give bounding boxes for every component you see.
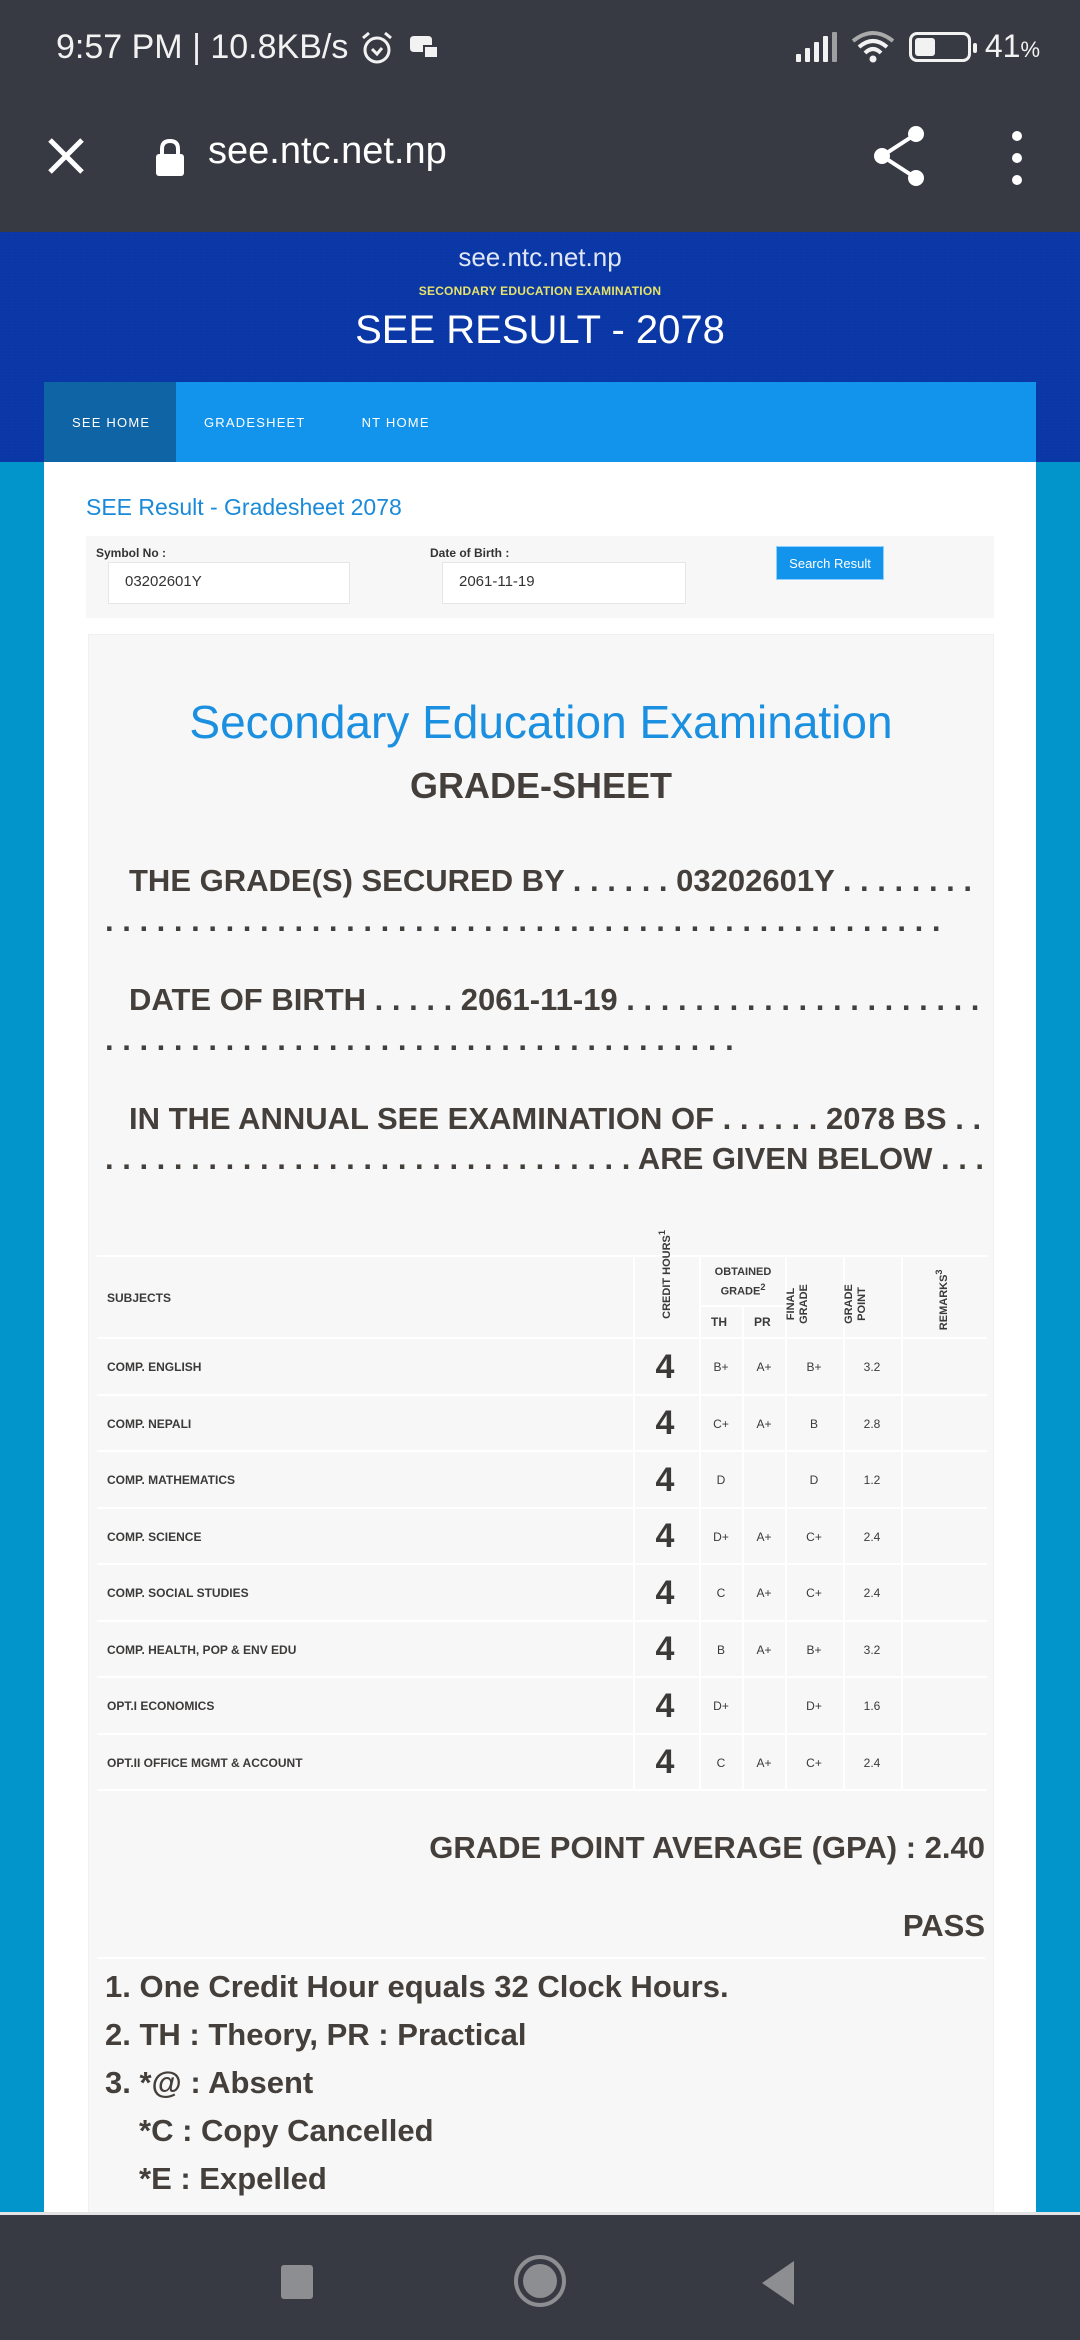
pr-grade-cell xyxy=(744,1678,784,1734)
col-pr: PR xyxy=(754,1315,771,1329)
credit-cell: 4 xyxy=(655,1573,675,1612)
lock-icon xyxy=(154,138,186,178)
table-row xyxy=(97,1622,987,1679)
table-body xyxy=(97,1339,987,1791)
th-grade-cell: B xyxy=(716,1642,725,1657)
site-name: see.ntc.net.np xyxy=(458,242,622,272)
notes-divider xyxy=(97,1957,985,1959)
col-subjects: SUBJECTS xyxy=(107,1291,172,1305)
nav-gradesheet[interactable]: GRADESHEET xyxy=(204,414,306,430)
final-grade-cell: D xyxy=(809,1473,819,1487)
note-5: *E : Expelled xyxy=(139,2161,327,2196)
subject-cell: COMP. NEPALI xyxy=(107,1416,192,1431)
remarks-cell xyxy=(919,1396,959,1452)
section-heading: SEE Result - Gradesheet 2078 xyxy=(86,494,402,520)
table-row xyxy=(97,1396,987,1453)
pr-grade-cell: A+ xyxy=(756,1586,772,1600)
battery-percent: 41% xyxy=(984,28,1040,64)
pr-grade-cell: A+ xyxy=(756,1360,772,1374)
final-grade-cell: B+ xyxy=(806,1642,822,1657)
col-final-grade: FINAL GRADE xyxy=(785,1284,810,1324)
table-row xyxy=(97,1678,987,1735)
remarks-cell xyxy=(919,1735,959,1791)
status-time: 9:57 PM | 10.8KB/s xyxy=(56,28,349,66)
symbol-label: Symbol No : xyxy=(96,546,167,560)
gradesheet xyxy=(88,634,994,2212)
col-th: TH xyxy=(711,1315,727,1329)
back-icon[interactable] xyxy=(762,2261,794,2305)
nav-see-home[interactable]: SEE HOME xyxy=(44,382,176,462)
dob-text: DATE OF BIRTH . . . . . 2061-11-19 . . . . . . . . . . . . . . . . . . . . . . . . . . . . . . . . . . . . . . . . . . . . . . . . . . . . . . . . . . xyxy=(105,982,980,1057)
remarks-cell xyxy=(919,1678,959,1734)
symbol-input[interactable]: 03202601Y xyxy=(108,562,350,604)
table-header xyxy=(97,1230,987,1339)
grade-point-cell: 3.2 xyxy=(863,1642,881,1657)
notification-icon xyxy=(406,32,442,64)
credit-cell: 4 xyxy=(655,1404,675,1442)
result-status: PASS xyxy=(902,1908,985,1943)
close-icon[interactable] xyxy=(42,132,90,180)
col-obtained-grade: OBTAINED GRADE$^2$ xyxy=(714,1266,772,1298)
table-row xyxy=(97,1509,987,1566)
remarks-cell xyxy=(919,1622,959,1678)
grade-point-cell: 1.6 xyxy=(863,1699,881,1713)
share-icon[interactable] xyxy=(870,124,928,188)
credit-cell: 4 xyxy=(655,1630,675,1668)
status-right xyxy=(796,28,1040,65)
signal-icon xyxy=(796,32,837,62)
col-credit-hours: CREDIT HOURS$^1$ xyxy=(657,1230,673,1319)
th-grade-cell: C+ xyxy=(713,1416,729,1431)
url-bar[interactable]: see.ntc.net.np xyxy=(208,130,447,172)
th-grade-cell: B+ xyxy=(713,1360,729,1374)
dob-label: Date of Birth : xyxy=(430,546,510,560)
remarks-cell xyxy=(919,1452,959,1508)
main-nav xyxy=(44,382,1036,462)
credit-cell: 4 xyxy=(655,1743,675,1781)
home-icon[interactable] xyxy=(514,2255,566,2307)
grade-point-cell: 1.2 xyxy=(863,1473,881,1487)
remarks-cell xyxy=(919,1565,959,1621)
col-grade-point: GRADE POINT xyxy=(843,1284,868,1324)
remarks-cell xyxy=(919,1509,959,1565)
search-form xyxy=(86,536,994,618)
gradesheet-subheading: GRADE-SHEET xyxy=(409,765,673,806)
alarm-icon xyxy=(358,29,396,67)
grade-point-cell: 2.4 xyxy=(863,1755,881,1770)
pr-grade-cell xyxy=(744,1452,784,1508)
gradesheet-heading: Secondary Education Examination xyxy=(189,696,893,748)
subject-cell: COMP. ENGLISH xyxy=(107,1360,202,1374)
credit-cell: 4 xyxy=(655,1686,675,1725)
credit-cell: 4 xyxy=(655,1460,675,1499)
remarks-cell xyxy=(919,1339,959,1395)
final-grade-cell: C+ xyxy=(806,1755,822,1770)
grade-point-cell: 3.2 xyxy=(863,1360,881,1374)
note-4: *C : Copy Cancelled xyxy=(139,2113,434,2148)
search-result-button[interactable]: Search Result xyxy=(776,546,884,580)
grade-point-cell: 2.8 xyxy=(863,1416,881,1431)
credit-cell: 4 xyxy=(655,1347,675,1386)
credit-cell: 4 xyxy=(655,1517,675,1555)
battery-icon xyxy=(909,32,971,62)
subject-cell: OPT.II OFFICE MGMT & ACCOUNT xyxy=(107,1755,303,1770)
grades-table xyxy=(97,1230,987,1791)
system-nav-bar xyxy=(0,2212,1080,2340)
grade-point-cell: 2.4 xyxy=(863,1586,881,1600)
pr-grade-cell: A+ xyxy=(756,1529,772,1544)
subject-cell: COMP. SOCIAL STUDIES xyxy=(107,1586,249,1600)
table-row xyxy=(97,1565,987,1622)
web-page xyxy=(0,232,1080,2212)
secured-by-text: THE GRADE(S) SECURED BY . . . . . . 03202601Y . . . . . . . . . . . . . . . . . . . . . . . . . . . . . . . . . . . . . . . . . . . . . . . . . . . . . . . . . xyxy=(105,863,973,938)
table-row xyxy=(97,1339,987,1396)
th-grade-cell: C xyxy=(716,1755,726,1770)
subject-cell: OPT.I ECONOMICS xyxy=(107,1699,215,1713)
note-3: 3. *@ : Absent xyxy=(105,2065,314,2100)
pr-grade-cell: A+ xyxy=(756,1642,772,1657)
subject-cell: COMP. MATHEMATICS xyxy=(107,1473,235,1487)
page-title: SEE RESULT - 2078 xyxy=(355,308,725,352)
pr-grade-cell: A+ xyxy=(756,1755,772,1770)
final-grade-cell: C+ xyxy=(806,1586,822,1600)
subject-cell: COMP. SCIENCE xyxy=(107,1529,202,1544)
wifi-icon xyxy=(851,29,895,65)
status-bar xyxy=(0,0,1080,96)
th-grade-cell: C xyxy=(716,1586,726,1600)
dob-input[interactable]: 2061-11-19 xyxy=(442,562,686,604)
exam-text: IN THE ANNUAL SEE EXAMINATION OF . . . . . . 2078 BS . . . . . . . . . . . . . . . . . . . . . . . . . . . . . . . . . ARE GIVEN BELOW . . . xyxy=(105,1101,985,1176)
site-tagline: SECONDARY EDUCATION EXAMINATION xyxy=(418,284,662,298)
site-header xyxy=(0,232,1080,462)
browser-toolbar xyxy=(0,96,1080,232)
col-remarks: REMARKS$^3$ xyxy=(934,1269,950,1331)
final-grade-cell: D+ xyxy=(806,1699,822,1713)
final-grade-cell: B+ xyxy=(806,1360,822,1374)
note-1: 1. One Credit Hour equals 32 Clock Hours. xyxy=(105,1969,729,2004)
content-panel xyxy=(44,462,1036,2212)
th-grade-cell: D xyxy=(716,1473,726,1487)
th-grade-cell: D+ xyxy=(713,1699,729,1713)
subject-cell: COMP. HEALTH, POP & ENV EDU xyxy=(107,1642,297,1657)
table-row xyxy=(97,1735,987,1792)
grade-point-cell: 2.4 xyxy=(863,1529,881,1544)
table-row xyxy=(97,1452,987,1509)
pr-grade-cell: A+ xyxy=(756,1416,772,1431)
final-grade-cell: B xyxy=(809,1416,818,1431)
final-grade-cell: C+ xyxy=(806,1529,822,1544)
status-left xyxy=(56,28,442,67)
more-vert-icon[interactable] xyxy=(1004,130,1030,186)
nav-nt-home[interactable]: NT HOME xyxy=(361,414,430,430)
recents-icon[interactable] xyxy=(281,2265,313,2299)
gpa-text: GRADE POINT AVERAGE (GPA) : 2.40 xyxy=(429,1830,985,1865)
note-2: 2. TH : Theory, PR : Practical xyxy=(105,2017,527,2052)
battery-level-fill xyxy=(915,38,936,56)
th-grade-cell: D+ xyxy=(713,1529,729,1544)
